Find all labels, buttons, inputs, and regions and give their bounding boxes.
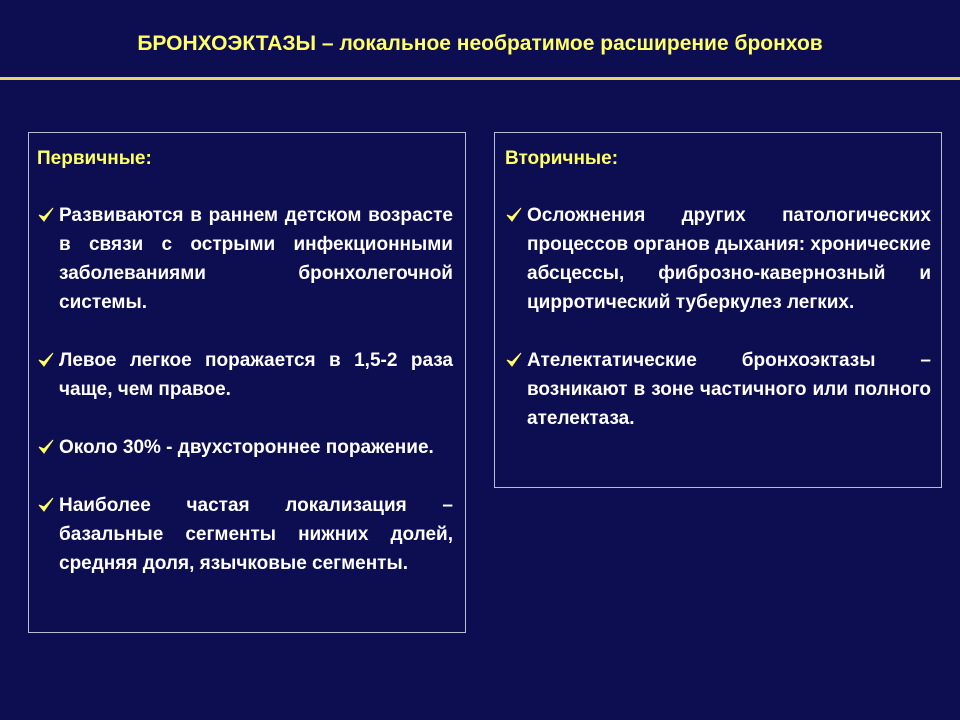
list-item-text: Развиваются в раннем детском возрасте в связи с острыми инфекционными заболеваниями бронхолегочной системы. [59,205,453,313]
list-item-text: Около 30% - двухстороннее поражение. [59,437,434,458]
list-item-text: Левое легкое поражается в 1,5-2 раза чаще, чем правое. [59,350,453,400]
checkmark-arrow-icon [37,433,59,456]
list-item [37,491,453,578]
list-item [37,201,453,317]
list-item [37,346,453,404]
list-item-text: Ателектатические бронхоэктазы – возникают в зоне частичного или полного ателектаза. [527,350,931,429]
secondary-heading: Вторичные: [505,148,619,169]
slide-title: БРОНХОЭКТАЗЫ – локальное необратимое расширение бронхов [137,32,823,55]
checkmark-arrow-icon [505,201,527,224]
list-item [505,346,931,433]
checkmark-arrow-icon [37,201,59,224]
list-item-text: Наиболее частая локализация – базальные сегменты нижних долей, средняя доля, язычковые сегменты. [59,495,453,574]
secondary-box [494,132,942,488]
list-item-text: Осложнения других патологических процессов органов дыхания: хронические абсцессы, фиброзно-кавернозный и цирротический туберкулез легких. [527,205,931,313]
primary-box [28,132,466,633]
checkmark-arrow-icon [37,346,59,369]
list-item [37,433,453,462]
title-divider [0,77,960,80]
list-item [505,201,931,317]
primary-heading: Первичные: [37,148,152,169]
checkmark-arrow-icon [505,346,527,369]
checkmark-arrow-icon [37,491,59,514]
